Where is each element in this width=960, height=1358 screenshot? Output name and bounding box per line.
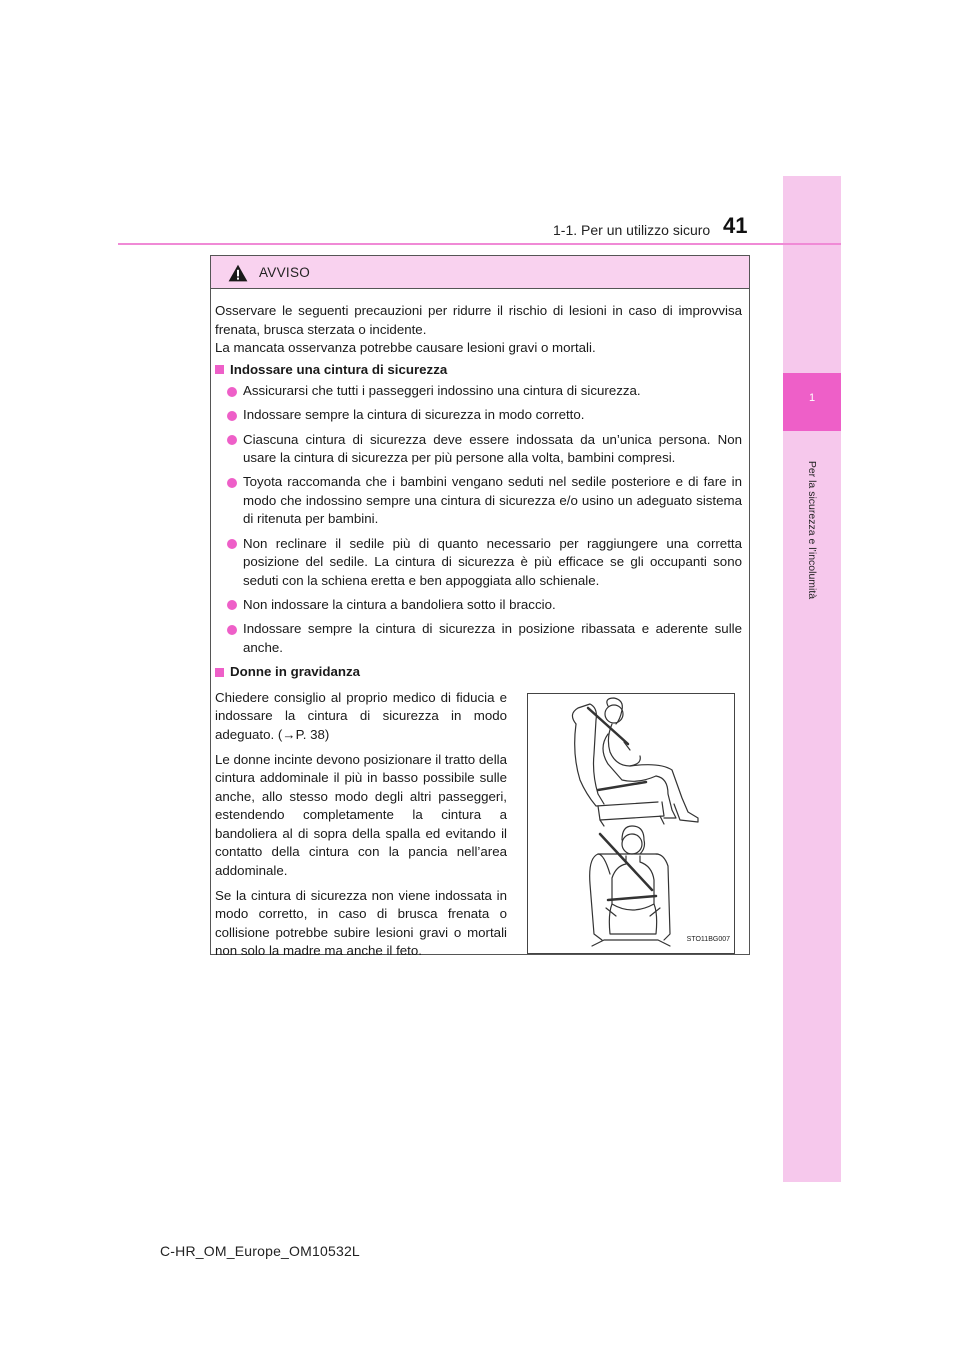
list-item-text: Toyota raccomanda che i bambini vengano seduti nel sedile posteriore e di fare in modo che indossino sempre una cintura di sicurezza e/o usino un adeguato sistema di ritenuta per bambini. [243, 474, 742, 527]
list-item-text: Assicurarsi che tutti i passeggeri indossino una cintura di sicurezza. [243, 383, 641, 398]
list-item-text: Ciascuna cintura di sicurezza deve essere indossata da un’unica persona. Non usare la cintura di sicurezza per più persone alla volta, bambini compresi. [243, 431, 742, 466]
document-id: C-HR_OM_Europe_OM10532L [160, 1243, 360, 1259]
bullet-dot-icon [227, 600, 237, 610]
header-rule [118, 243, 841, 245]
bullet-dot-icon [227, 539, 237, 549]
warning-header [211, 256, 749, 289]
bullet-dot-icon [227, 625, 237, 635]
seatbelt-illustration-icon [528, 694, 734, 953]
warning-triangle-icon [228, 264, 248, 282]
list-item [215, 382, 742, 401]
list-item-text: Non indossare la cintura a bandoliera sotto il braccio. [243, 596, 556, 612]
list-item-text: Non reclinare il sedile più di quanto necessario per raggiungere una corretta posizione del sedile. La cintura di sicurezza è più efficace se gli occupanti sono seduti con la schiena eretta e ben appoggiata allo schienale. [243, 535, 742, 588]
list-item-text: Indossare sempre la cintura di sicurezza in modo corretto. [243, 407, 585, 423]
chapter-side-tab [783, 176, 841, 1182]
section-heading-label: Donne in gravidanza [230, 664, 361, 680]
square-bullet-icon [215, 668, 224, 677]
bullet-dot-icon [227, 387, 237, 397]
chapter-title: Per la sicurezza e l’incolumità [806, 460, 818, 600]
warning-body [215, 302, 742, 969]
warning-box [210, 255, 750, 959]
pregnancy-section [215, 689, 742, 969]
list-item [215, 535, 742, 591]
pregnancy-paragraph: Chiedere consiglio al proprio medico di fiducia e indossare la cintura di sicurezza in modo adeguato. (→P. 38) [215, 689, 507, 742]
section-heading-label: Indossare una cintura di sicurezza [230, 361, 448, 377]
list-item [215, 431, 742, 468]
section-heading-seatbelt [215, 361, 742, 380]
figure-code: STO11BG007 [686, 936, 730, 944]
section-heading-pregnancy [215, 663, 742, 682]
pregnancy-paragraph: Le donne incinte devono posizionare il tratto della cintura addominale il più in basso possibile sulle anche, allo stesso modo degli altri passeggeri, estendendo completamente la cintura a bandoliera al di sopra della spalla ed evitando il contatto della cintura con la pancia nell’area addominale. [215, 751, 507, 878]
list-item [215, 596, 742, 615]
pregnancy-paragraph: Se la cintura di sicurezza non viene indossata in modo corretto, in caso di brusca frenata o collisione potrebbe subire lesioni gravi o mortali non solo la madre ma anche il feto. [215, 887, 507, 959]
bullet-dot-icon [227, 478, 237, 488]
list-item [215, 473, 742, 529]
square-bullet-icon [215, 365, 224, 374]
warning-title: AVVISO [259, 265, 311, 280]
page-number: 41 [723, 213, 748, 238]
bullet-dot-icon [227, 435, 237, 445]
section-title: 1-1. Per un utilizzo sicuro [553, 222, 711, 238]
pregnant-seatbelt-illustration [527, 693, 735, 954]
pregnancy-text [215, 689, 507, 968]
seatbelt-bullet-list [215, 382, 742, 657]
intro-paragraph: La mancata osservanza potrebbe causare lesioni gravi o mortali. [215, 340, 596, 355]
intro-paragraph: Osservare le seguenti precauzioni per ridurre il rischio di lesioni in caso di improvvisa frenata, brusca sterzata o incidente. [215, 303, 742, 337]
chapter-number: 1 [808, 392, 816, 404]
list-item [215, 620, 742, 657]
bullet-dot-icon [227, 411, 237, 421]
list-item [215, 406, 742, 425]
warning-intro [215, 302, 742, 358]
list-item-text: Indossare sempre la cintura di sicurezza in posizione ribassata e aderente sulle anche. [243, 621, 742, 655]
